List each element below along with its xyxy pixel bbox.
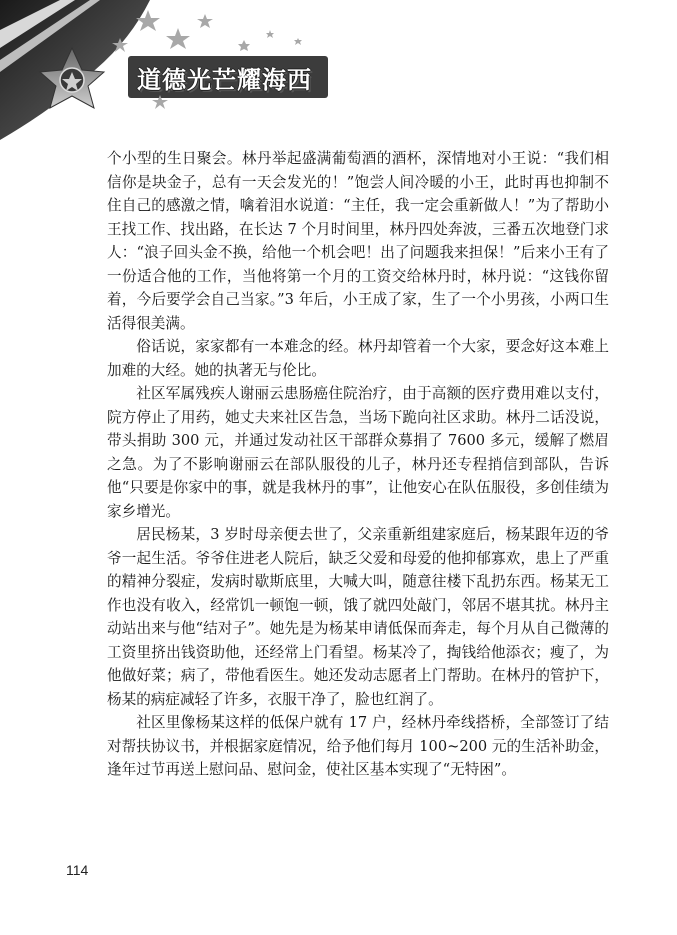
paragraph: 社区军属残疾人谢丽云患肠癌住院治疗，由于高额的医疗费用难以支付，院方停止了用药，她丈夫来社区告急，当场下跪向社区求助。林丹二话没说，带头捐助 300 元，并通过发动社区干部群众募捐了 7600 多元，缓解了燃眉之急。为了不影响谢丽云在部队服役的儿子，林丹还专程捎信到部队，告诉他“只要是你家中的事，就是我林丹的事”，让他安心在队伍服役，多创佳绩为家乡增光。	[107, 385, 609, 520]
paragraph: 个小型的生日聚会。林丹举起盛满葡萄酒的酒杯，深情地对小王说：“我们相信你是块金子，总有一天会发光的！”饱尝人间冷暖的小王，此时再也抑制不住自己的感激之情，噙着泪水说道：“主任，我一定会重新做人！”为了帮助小王找工作、找出路，在长达 7 个月时间里，林丹四处奔波，三番五次地登门求人：“浪子回头金不换，给他一个机会吧！出了问题我来担保！”后来小王有了一份适合他的工作，当他将第一个月的工资交给林丹时，林丹说：“这钱你留着，今后要学会自己当家。”3 年后，小王成了家，生了一个小男孩，小两口生活得很美满。	[107, 150, 609, 332]
header-title: 道德光芒耀海西	[137, 65, 312, 94]
paragraph: 俗话说，家家都有一本难念的经。林丹却管着一个大家，要念好这本难上加难的大经。她的执著无与伦比。	[107, 338, 609, 379]
body-text	[107, 147, 609, 782]
page-number: 114	[66, 862, 89, 878]
paragraph: 居民杨某，3 岁时母亲便去世了，父亲重新组建家庭后，杨某跟年迈的爷爷一起生活。爷爷住进老人院后，缺乏父爱和母爱的他抑郁寡欢，患上了严重的精神分裂症，发病时歇斯底里，大喊大叫，随意往楼下乱扔东西。杨某无工作也没有收入，经常饥一顿饱一顿，饿了就四处敲门，邻居不堪其扰。林丹主动站出来与他“结对子”。她先是为杨某申请低保而奔走，每个月从自己微薄的工资里挤出钱资助他，还经常上门看望。杨某冷了，掏钱给他添衣；瘦了，为他做好菜；病了，带他看医生。她还发动志愿者上门帮助。在林丹的管护下，杨某的病症减轻了许多，衣服干净了，脸也红润了。	[107, 526, 609, 708]
paragraph: 社区里像杨某这样的低保户就有 17 户，经林丹牵线搭桥，全部签订了结对帮扶协议书，并根据家庭情况，给予他们每月 100~200 元的生活补助金，逢年过节再送上慰问品、慰问金，使社区基本实现了“无特困”。	[107, 714, 609, 778]
header-decoration	[0, 0, 677, 140]
